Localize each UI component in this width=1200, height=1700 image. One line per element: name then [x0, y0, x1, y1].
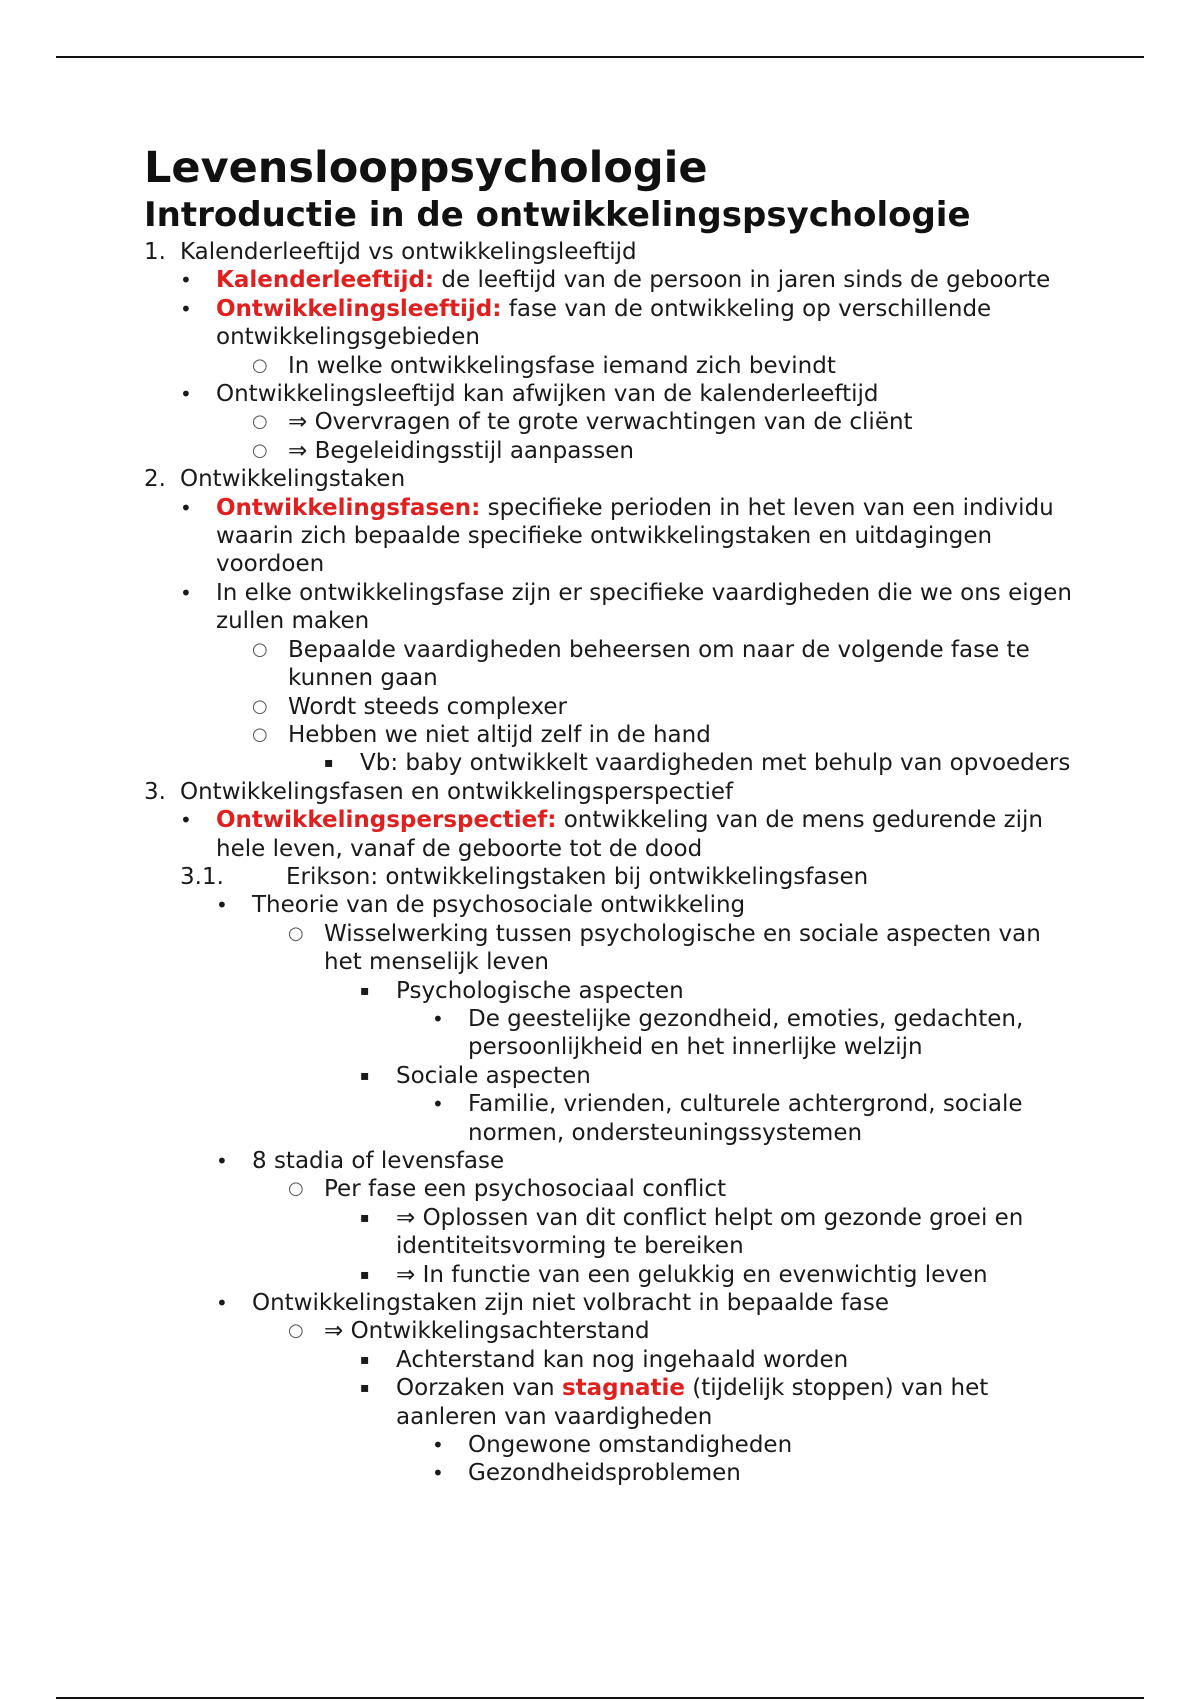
list-item: ○ In welke ontwikkelingsfase iemand zich bevindt — [252, 352, 836, 379]
list-item: ○ Bepaalde vaardigheden beheersen om naar de volgende fase te kunnen gaan — [252, 636, 1030, 692]
list-item: • Ontwikkelingsleeftijd: fase van de ontwikkeling op verschillende ontwikkelingsgebieden — [180, 295, 992, 351]
section-number: 1. — [144, 239, 166, 265]
bullet-icon: • — [216, 1149, 228, 1173]
circle-bullet-icon: ○ — [288, 1320, 304, 1342]
document-body — [144, 142, 1074, 1488]
list-item: • Ontwikkelingstaken zijn niet volbracht in bepaalde fase — [216, 1290, 890, 1317]
list-item: • Gezondheidsproblemen — [432, 1460, 741, 1487]
list-item: ○ Wisselwerking tussen psychologische en sociale aspecten van het menselijk leven — [288, 920, 1041, 976]
bullet-icon: • — [180, 495, 192, 520]
section-1-heading: 1. Kalenderleeftijd vs ontwikkelingsleeftijd — [144, 239, 637, 265]
bullet-icon: • — [432, 1092, 444, 1117]
term: Ontwikkelingsperspectief: — [216, 807, 557, 834]
circle-bullet-icon: ○ — [252, 354, 268, 376]
term: Ontwikkelingsleeftijd: — [216, 295, 502, 322]
circle-bullet-icon: ○ — [252, 723, 268, 745]
list-item: • Ongewone omstandigheden — [432, 1432, 793, 1459]
list-item: ▪ ⇒ In functie van een gelukkig en evenwichtig leven — [360, 1261, 988, 1288]
list-item: ○ Per fase een psychosociaal conflict — [288, 1176, 727, 1203]
bullet-icon: • — [216, 893, 228, 918]
list-item: • In elke ontwikkelingsfase zijn er specifieke vaardigheden die we ons eigen zullen maken — [180, 579, 1072, 635]
bullet-icon: • — [180, 580, 192, 605]
bullet-icon: • — [216, 1291, 228, 1316]
list-item: • 8 stadia of levensfase — [216, 1148, 505, 1174]
list-item: ○ ⇒ Begeleidingsstijl aanpassen — [252, 437, 634, 464]
list-item: ○ Wordt steeds complexer — [252, 693, 568, 720]
list-item: • Ontwikkelingsfasen: specifieke perioden in het leven van een individu waarin zich bepaalde specifieke ontwikkelingstaken en uitdagingen voordoen — [180, 494, 1054, 578]
list-item: ○ ⇒ Overvragen of te grote verwachtingen van de cliënt — [252, 409, 913, 436]
bullet-icon: • — [180, 808, 192, 833]
bullet-icon: • — [432, 1433, 444, 1458]
bottom-rule — [56, 1697, 1144, 1699]
bullet-icon: • — [180, 268, 192, 293]
circle-bullet-icon: ○ — [252, 439, 268, 461]
section-number: 3. — [144, 778, 166, 805]
section-number: 2. — [144, 466, 166, 493]
top-rule — [56, 56, 1144, 58]
section-2-heading: 2. Ontwikkelingstaken — [144, 466, 406, 493]
circle-bullet-icon: ○ — [252, 411, 268, 433]
subsection-number: 3.1. — [180, 863, 224, 890]
square-bullet-icon: ▪ — [360, 1266, 370, 1283]
list-item: ▪ Oorzaken van stagnatie (tijdelijk stoppen) van het aanleren van vaardigheden — [360, 1375, 989, 1430]
bullet-icon: • — [432, 1006, 444, 1031]
page-subtitle: Introductie in de ontwikkelingspsychologie — [144, 195, 971, 235]
circle-bullet-icon: ○ — [252, 638, 268, 660]
circle-bullet-icon: ○ — [252, 695, 268, 717]
list-item: • Familie, vrienden, culturele achtergrond, sociale normen, ondersteuningssystemen — [432, 1091, 1023, 1146]
list-item: • De geestelijke gezondheid, emoties, gedachten, persoonlijkheid en het innerlijke welzijn — [432, 1005, 1024, 1061]
page-title: Levenslooppsychologie — [144, 143, 708, 193]
square-bullet-icon: ▪ — [360, 1209, 370, 1226]
list-item: ○ ⇒ Ontwikkelingsachterstand — [288, 1318, 650, 1345]
subsection-3-1-heading: 3.1. Erikson: ontwikkelingstaken bij ontwikkelingsfasen — [180, 863, 869, 890]
bullet-icon: • — [180, 382, 192, 407]
square-bullet-icon: ▪ — [324, 755, 334, 772]
square-bullet-icon: ▪ — [360, 1380, 370, 1397]
circle-bullet-icon: ○ — [288, 1178, 304, 1200]
list-item: • Kalenderleeftijd: de leeftijd van de persoon in jaren sinds de geboorte — [180, 267, 1051, 294]
term: stagnatie — [561, 1375, 685, 1402]
list-item: • Theorie van de psychosociale ontwikkeling — [216, 892, 746, 919]
list-item: ▪ Sociale aspecten — [360, 1062, 591, 1089]
list-item: ▪ Vb: baby ontwikkelt vaardigheden met behulp van opvoeders — [324, 750, 1071, 777]
list-item: ▪ Psychologische aspecten — [360, 977, 684, 1004]
list-item: • Ontwikkelingsperspectief: ontwikkeling van de mens gedurende zijn hele leven, vanaf de geboorte tot de dood — [180, 807, 1043, 862]
square-bullet-icon: ▪ — [360, 982, 370, 999]
section-3-heading: 3. Ontwikkelingsfasen en ontwikkelingsperspectief — [144, 778, 734, 805]
term: Kalenderleeftijd: — [216, 267, 435, 294]
bullet-icon: • — [180, 296, 192, 321]
bullet-icon: • — [432, 1461, 444, 1486]
term: Ontwikkelingsfasen: — [216, 494, 481, 521]
list-item: ▪ ⇒ Oplossen van dit conflict helpt om gezonde groei en identiteitsvorming te bereiken — [360, 1204, 1024, 1260]
circle-bullet-icon: ○ — [288, 922, 304, 944]
list-item: • Ontwikkelingsleeftijd kan afwijken van de kalenderleeftijd — [180, 381, 879, 408]
square-bullet-icon: ▪ — [360, 1067, 370, 1084]
square-bullet-icon: ▪ — [360, 1351, 370, 1368]
list-item: ○ Hebben we niet altijd zelf in de hand — [252, 721, 711, 748]
list-item: ▪ Achterstand kan nog ingehaald worden — [360, 1346, 849, 1373]
